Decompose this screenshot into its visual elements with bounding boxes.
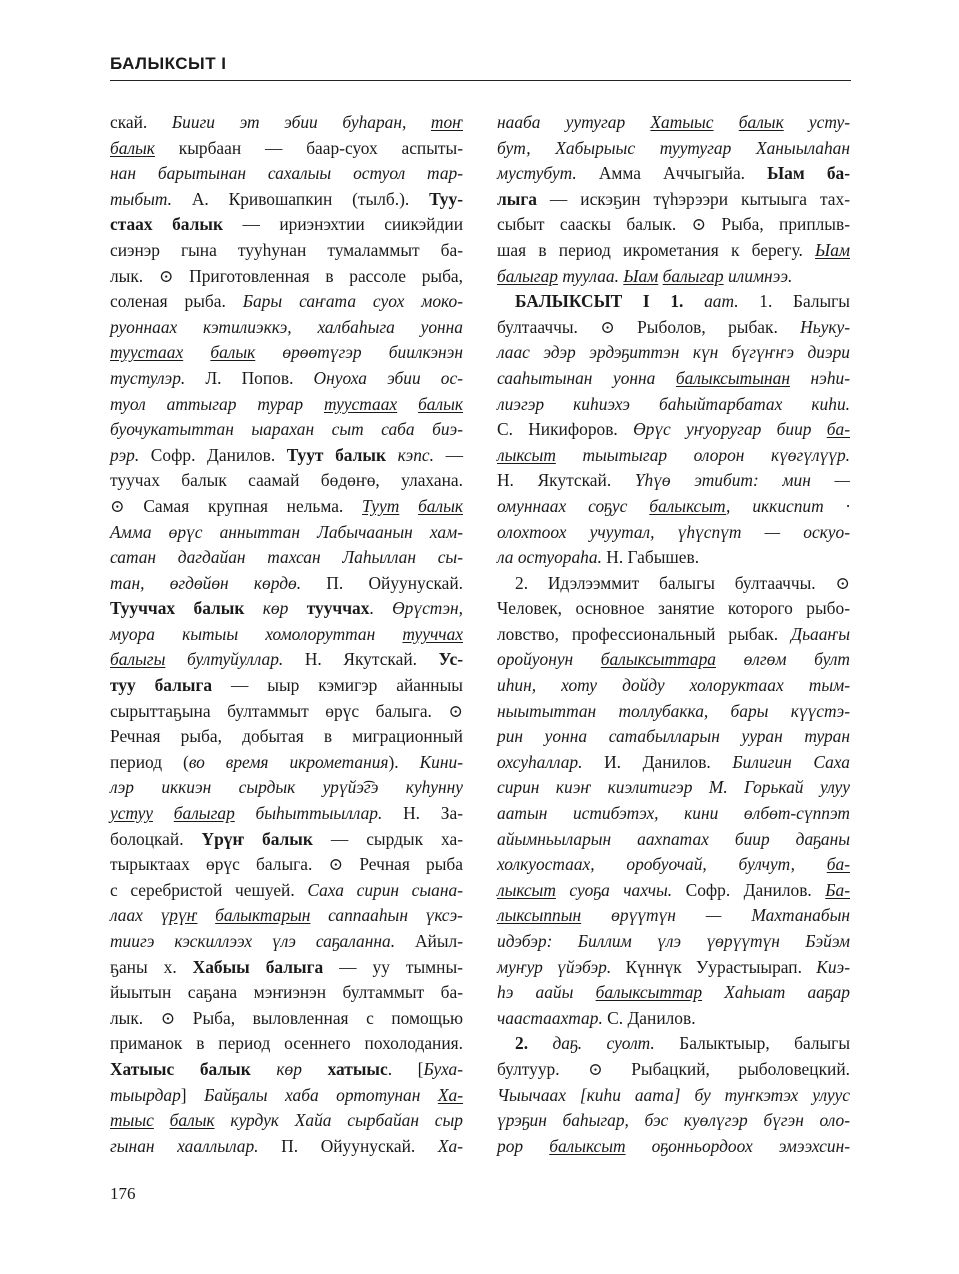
text-line: бултуур. ⊙ Рыбацкий, рыболовецкий. bbox=[497, 1058, 850, 1079]
text-line: мустубут. Амма Аччыгыйа. Ыам ба- bbox=[497, 163, 850, 184]
text-line: Хатыыс балык көр хатыыс. [Буха- bbox=[110, 1058, 463, 1079]
text-line: Тууччах балык көр тууччах. Өрүстэн, bbox=[110, 598, 463, 619]
text-line: 2. даҕ. суолт. Балыктыыр, балыгы bbox=[515, 1033, 850, 1054]
text-line: стаах балык — ириэнэхтии сиикэйдии bbox=[110, 214, 463, 235]
text-line: буочукатыттан ыарахан сыт саба биэ- bbox=[110, 419, 463, 440]
text-line: тырыктаах өрүс балыга. ⊙ Речная рыба bbox=[110, 854, 463, 875]
text-line: үрэҕин баһыгар, бэс куөлүгэр бүгэн оло- bbox=[497, 1110, 850, 1131]
text-line: устуу балыгар быһыттыыллар. Н. За- bbox=[110, 803, 463, 824]
text-line: лыксыт тыытыгар олорон күөгүлүүр. bbox=[497, 444, 850, 465]
text-line: скай. Бииги эт эбии буһаран, тоҥ bbox=[110, 112, 463, 132]
text-line: туустаах балык өрөөтүгэр биилкэнэн bbox=[110, 342, 463, 363]
text-line: 2. Идэлээммит балыгы бултааччы. ⊙ bbox=[515, 572, 850, 593]
text-line: нан барытынан сахалыы остуол тар- bbox=[110, 163, 463, 184]
text-line: с серебристой чешуей. Саха сирин сыана- bbox=[110, 879, 463, 900]
text-line: иһин, хоту дойду холоруктаах тым- bbox=[497, 675, 850, 696]
text-line: тиигэ кэскиллээх үлэ саҕаланна. Айыл- bbox=[110, 931, 463, 951]
text-line: ҕаны х. Хабыы балыга — уу тымны- bbox=[110, 956, 463, 977]
text-line: аатын истибэтэх, кини өлбөт-сүппэт bbox=[497, 803, 850, 824]
text-line: бултааччы. ⊙ Рыболов, рыбак. Ньуку- bbox=[497, 316, 850, 337]
text-line: сиэнэр гына тууһунан тумаламмыт ба- bbox=[110, 239, 463, 260]
text-line: рор балыксыт оҕонньордоох эмээхсин- bbox=[497, 1135, 850, 1156]
text-line: соленая рыба. Бары саҥата суох моко- bbox=[110, 291, 463, 312]
text-line: йыытын саҕана мэҥиэнэн бултаммыт ба- bbox=[110, 982, 463, 1003]
text-line: балык кырбаан — баар-суох аспыты- bbox=[110, 137, 463, 158]
text-line: лык. ⊙ Рыба, выловленная с помощью bbox=[110, 1007, 463, 1028]
text-line: лэр иккиэн сырдык урүйэ͡гэ куһунну bbox=[110, 777, 463, 798]
right-column bbox=[497, 110, 850, 1159]
text-line: лык. ⊙ Приготовленная в рассоле рыба, bbox=[110, 265, 463, 286]
text-line: тустулэр. Л. Попов. Онуоха эбии ос- bbox=[110, 367, 463, 388]
text-line: балыгы бултуйуллар. Н. Якутскай. Ус- bbox=[110, 649, 463, 670]
text-line: шая в период икрометания к берегу. Ыам bbox=[497, 239, 850, 260]
text-line: омуннаах соҕус балыксыт, иккиспит · bbox=[497, 495, 850, 516]
text-line: БАЛЫКСЫТ I 1. аат. 1. Балыгы bbox=[515, 291, 850, 312]
text-line: рин уонна сатабылларын ууран туран bbox=[497, 726, 850, 747]
text-line: рэр. Софр. Данилов. Туут балык кэпс. — bbox=[110, 444, 463, 465]
text-line: балыгар туулаа. Ыам балыгар илимнээ. bbox=[497, 265, 793, 286]
text-line: туучах балык саамай бөдөҥө, улахана. bbox=[110, 470, 463, 491]
text-line: Чыычаах [киһи аата] бу туҥкэтэх улуус bbox=[497, 1084, 850, 1105]
text-line: лыксыппын өрүүтүн — Махтанабын bbox=[497, 905, 850, 926]
text-line: С. Никифоров. Өрүс уҥуоругар биир ба- bbox=[497, 419, 850, 440]
text-line: гынан хааллылар. П. Ойуунускай. Ха- bbox=[110, 1135, 463, 1156]
header-divider bbox=[110, 80, 851, 81]
text-line: ла остуораһа. Н. Габышев. bbox=[497, 547, 700, 568]
text-line: туу балыга — ыыр кэмигэр айанныы bbox=[110, 675, 463, 696]
text-line: муҥур үйэбэр. Күннүк Уурастыырап. Киэ- bbox=[497, 956, 850, 977]
text-line: холкуостаах, оробуочай, булчут, ба- bbox=[497, 854, 850, 875]
text-line: лаах үрүҥ балыктарын саппааһын үксэ- bbox=[110, 905, 463, 926]
text-line: Амма өрүс анныттан Лабычаанын хам- bbox=[110, 521, 463, 542]
text-line: идэбэр: Биллим үлэ үөрүүтүн Бэйэм bbox=[497, 931, 850, 951]
text-line: муора кытыы хомолоруттан тууччах bbox=[110, 623, 463, 644]
text-line: охсуһаллар. И. Данилов. Билигин Саха bbox=[497, 751, 850, 772]
text-line: руоннаах кэтилиэккэ, халбаһыга уонна bbox=[110, 316, 463, 337]
text-line: болоцкай. Үрүҥ балык — сырдык ха- bbox=[110, 828, 463, 849]
text-line: сатан дагдайан тахсан Лаһыллан сы- bbox=[110, 547, 463, 568]
text-line: Н. Якутскай. Үһүө этибит: мин — bbox=[497, 470, 850, 491]
text-line: Человек, основное занятие которого рыбо- bbox=[497, 598, 850, 619]
text-line: тыырдар] Байҕалы хаба ортотунан Ха- bbox=[110, 1084, 464, 1105]
page-number: 176 bbox=[110, 1184, 136, 1203]
text-line: олохтоох учуутал, үһүспүт — оскуо- bbox=[497, 521, 850, 542]
text-line: чаастаахтар. С. Данилов. bbox=[497, 1007, 696, 1028]
text-line: сааһытынан уонна балыксытынан нэһи- bbox=[497, 367, 851, 388]
text-line: тыыс балык курдук Хайа сырбайан сыр bbox=[110, 1110, 463, 1131]
left-column bbox=[110, 110, 463, 1159]
text-line: туол аттыгар турар туустаах балык bbox=[110, 393, 463, 414]
text-line: лыксыт суоҕа чахчы. Софр. Данилов. Ба- bbox=[497, 879, 850, 900]
text-line: оройуонун балыксыттара өлгөм булт bbox=[497, 649, 850, 670]
text-line: лиэгэр киһиэхэ баһыйтарбатах киһи. bbox=[497, 393, 850, 414]
text-line: период (во время икрометания). Кини- bbox=[110, 751, 463, 772]
text-line: нааба уутугар Хатыыс балык усту- bbox=[497, 112, 850, 132]
text-line: ныытыттан толлубакка, бары күүстэ- bbox=[497, 700, 850, 721]
text-line: сыбыт сааскы балык. ⊙ Рыба, приплыв- bbox=[497, 214, 850, 235]
text-line: Речная рыба, добытая в миграционный bbox=[110, 726, 463, 747]
text-line: ловство, профессиональный рыбак. Дьааҥы bbox=[497, 623, 850, 644]
running-header: БАЛЫКСЫТ I bbox=[110, 54, 227, 73]
text-line: айымньыларын аахпатах биир даҕаны bbox=[497, 828, 850, 849]
text-line: сирин киэҥ киэлитигэр М. Горькай улуу bbox=[497, 777, 850, 798]
text-line: бут, Хабырыыс туутугар Ханыылаһан bbox=[497, 137, 850, 158]
text-line: ⊙ Самая крупная нельма. Туут балык bbox=[110, 495, 463, 516]
text-line: лыга — искэҕин түһэрээри кытыыга тах- bbox=[497, 188, 850, 209]
text-line: тыбыт. А. Кривошапкин (тылб.). Туу- bbox=[110, 188, 463, 209]
text-line: сырыттаҕына бултаммыт өрүс балыга. ⊙ bbox=[110, 700, 463, 721]
text-line: тан, өгдөйөн көрдө. П. Ойуунускай. bbox=[110, 572, 463, 593]
text-line: лаас эдэр эрдэҕиттэн күн бүгүҥҥэ диэри bbox=[497, 342, 850, 363]
text-line: приманок в период осеннего похолодания. bbox=[110, 1033, 463, 1054]
text-line: һэ аайы балыксыттар Хаһыат ааҕар bbox=[497, 982, 850, 1003]
